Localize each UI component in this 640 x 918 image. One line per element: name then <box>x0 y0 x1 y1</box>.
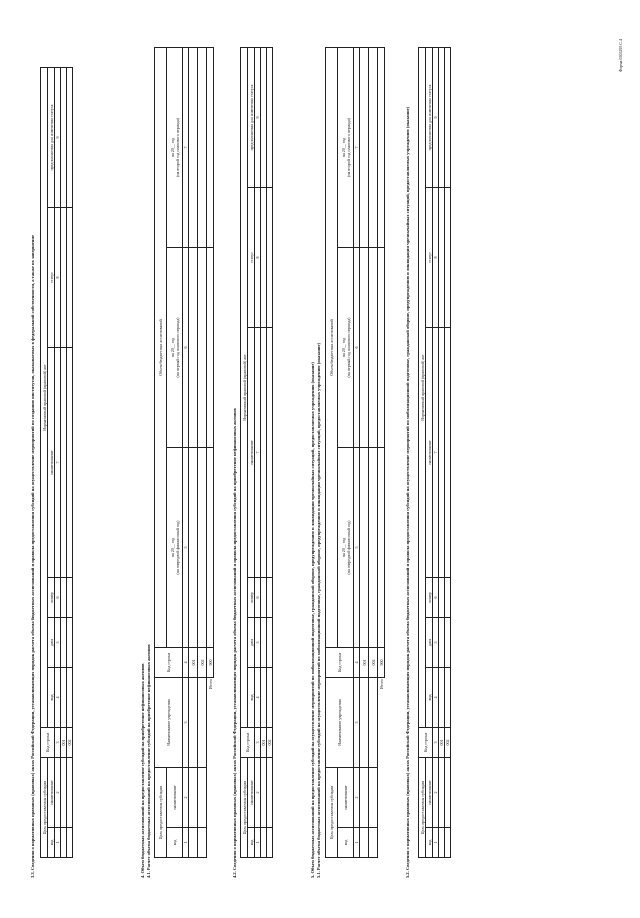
col-num: 7 <box>55 348 61 578</box>
col-num: 1 <box>255 828 261 858</box>
s51-h-code: Код строки <box>326 648 354 678</box>
cell <box>369 768 378 828</box>
cell <box>360 47 369 247</box>
cell <box>360 678 369 768</box>
cell <box>67 618 73 668</box>
cell <box>267 188 273 328</box>
col-num: 3 <box>183 678 189 768</box>
cell <box>378 448 385 648</box>
s33-col: дата <box>48 618 55 668</box>
cell <box>189 448 198 648</box>
col-num: 6 <box>55 578 61 618</box>
s41-h-recipient: Наименование учреждения <box>155 678 183 768</box>
s33-h-goal: Цель предоставления субсидии <box>41 758 48 858</box>
s41-col: код <box>167 828 183 858</box>
cell <box>445 758 451 828</box>
cell <box>267 578 273 618</box>
cell <box>360 828 369 858</box>
s33-col: наименование <box>48 758 55 828</box>
s51-col: наименование <box>338 768 354 828</box>
s41-h-code: Код строки <box>155 648 183 678</box>
s42-col: предположения для изменения статуса <box>248 47 255 187</box>
s5-title: 5. Объем бюджетных ассигнований на предоставление субсидий на осуществление мероприятий по мобилизационной подготовке, гражданской обороне, предупреждению и ликвидации чрезвычайных ситуаций, предоставляемых учреждению (оказание) <box>310 362 315 878</box>
cell <box>207 47 214 247</box>
s52-col: номер <box>426 578 433 618</box>
s51-h-goal: Цель предоставления субсидии <box>326 768 338 858</box>
col-num: 3 <box>55 728 61 758</box>
cell <box>198 678 207 768</box>
cell <box>378 47 385 247</box>
col-num: 2 <box>433 758 439 828</box>
total-code: 900 <box>207 648 214 678</box>
cell <box>369 678 378 768</box>
row-code: 002 <box>198 648 207 678</box>
col-num: 5 <box>255 618 261 668</box>
col-num: 2 <box>354 768 360 828</box>
s33-col: предположения для изменения статуса <box>48 67 55 207</box>
s42-title: 4.2. Сведения о нормативных правовых (правовых) актах Российской Федерации, устанавливающих порядок расчета объема бюджетных ассигнований и правила предоставления субсидий на приобретение нефинансовых активов <box>232 408 237 878</box>
s41-h-goal: Цель предоставления субсидии <box>155 768 167 858</box>
row-code: 001 <box>189 648 198 678</box>
cell <box>360 248 369 448</box>
col-num: 8 <box>255 188 261 328</box>
cell <box>369 47 378 247</box>
col-num: 6 <box>433 578 439 618</box>
col-num: 5 <box>354 448 360 648</box>
col-num: 7 <box>354 47 360 247</box>
s42-col: наименование <box>248 328 255 578</box>
s42-h-code: Код строки <box>241 728 255 758</box>
col-num: 4 <box>255 668 261 728</box>
cell <box>445 578 451 618</box>
cell <box>267 618 273 668</box>
row-code: 002 <box>445 728 451 758</box>
col-num: 6 <box>183 248 189 448</box>
cell <box>445 668 451 728</box>
col-num: 8 <box>55 208 61 348</box>
s51-table <box>325 47 385 858</box>
s41-table <box>154 47 214 858</box>
cell <box>267 328 273 578</box>
s33-table <box>40 67 73 858</box>
s42-col: вид <box>248 668 255 728</box>
cell <box>67 828 73 858</box>
col-num: 2 <box>55 758 61 828</box>
s51-year3: на 20__ год (на второй год планового периода) <box>338 47 354 247</box>
s33-h-code: Код строки <box>41 728 55 758</box>
col-num: 8 <box>433 188 439 328</box>
col-num: 9 <box>55 67 61 207</box>
col-num: 5 <box>55 618 61 668</box>
cell <box>378 248 385 448</box>
cell <box>198 47 207 247</box>
s42-h-act: Нормативный правовой (правовой) акт <box>241 47 248 727</box>
s51-year1: на 20__ год (на очередной финансовый год) <box>338 448 354 648</box>
s52-col: дата <box>426 618 433 668</box>
col-num: 1 <box>433 828 439 858</box>
col-num: 9 <box>255 47 261 187</box>
s51-col: код <box>338 828 354 858</box>
col-num: 7 <box>433 328 439 578</box>
s41-year2: на 20__ год (на первый год планового периода) <box>167 248 183 448</box>
s42-col: статус <box>248 188 255 328</box>
col-num: 6 <box>354 248 360 448</box>
cell <box>198 768 207 828</box>
cell <box>67 668 73 728</box>
row-code: 002 <box>267 728 273 758</box>
s52-col: вид <box>426 668 433 728</box>
s41-col: наименование <box>167 768 183 828</box>
row-code: 001 <box>261 728 267 758</box>
col-num: 1 <box>354 828 360 858</box>
cell <box>198 448 207 648</box>
s51-year2: на 20__ год (на первый год планового периода) <box>338 248 354 448</box>
cell <box>189 768 198 828</box>
row-code: 001 <box>439 728 445 758</box>
cell <box>198 828 207 858</box>
s52-table <box>418 47 451 858</box>
col-num: 1 <box>55 828 61 858</box>
cell <box>198 248 207 448</box>
s52-h-act: Нормативный правовой (правовой) акт <box>419 47 426 727</box>
row-code: 001 <box>61 728 67 758</box>
cell <box>267 668 273 728</box>
cell <box>267 828 273 858</box>
col-num: 4 <box>433 668 439 728</box>
s41-year1: на 20__ год (на очередной финансовый год) <box>167 448 183 648</box>
cell <box>267 758 273 828</box>
s41-sub: 4.1. Расчет объема бюджетных ассигнований на предоставление субсидий на приобретение нефинансовых активов <box>146 644 151 878</box>
s42-col: код <box>248 828 255 858</box>
cell <box>189 678 198 768</box>
s42-col: наименование <box>248 758 255 828</box>
row-code: 002 <box>67 728 73 758</box>
col-num: 5 <box>183 448 189 648</box>
s4-title: 4. Объем бюджетных ассигнований на предоставление субсидий на приобретение нефинансовых активов <box>140 663 145 878</box>
col-num: 3 <box>255 728 261 758</box>
col-num: 7 <box>183 47 189 247</box>
col-num: 3 <box>433 728 439 758</box>
cell <box>207 448 214 648</box>
s52-col: статус <box>426 188 433 328</box>
s42-table <box>240 47 273 858</box>
s41-total-label: Итого <box>207 679 213 690</box>
s52-h-code: Код строки <box>419 728 433 758</box>
col-num: 3 <box>354 678 360 768</box>
s33-col: наименование <box>48 348 55 578</box>
s42-col: номер <box>248 578 255 618</box>
col-num: 9 <box>433 47 439 187</box>
s33-col: код <box>48 828 55 858</box>
cell <box>369 248 378 448</box>
page-code: Форма 0505295 С.4 <box>618 38 623 72</box>
s41-year3: на 20__ год (на второй год планового периода) <box>167 47 183 247</box>
col-num: 4 <box>354 648 360 678</box>
col-num: 4 <box>183 648 189 678</box>
cell <box>67 578 73 618</box>
cell <box>445 828 451 858</box>
cell <box>207 248 214 448</box>
col-num: 4 <box>55 668 61 728</box>
cell <box>189 828 198 858</box>
cell <box>67 758 73 828</box>
s42-h-goal: Цель предоставления субсидии <box>241 758 248 858</box>
s52-title: 5.2. Сведения о нормативных правовых (правовых) актах Российской Федерации, устанавливающих порядок расчета объема бюджетных ассигнований и правила предоставления субсидий на осуществление мероприятий по мобилизационной подготовке, гражданской обороне, предупреждению и ликвидации чрезвычайных ситуаций, предоставляемых учреждению (оказание) <box>405 106 410 878</box>
cell <box>67 67 73 207</box>
s33-col: статус <box>48 208 55 348</box>
cell <box>445 618 451 668</box>
cell <box>445 188 451 328</box>
cell <box>369 828 378 858</box>
cell <box>445 328 451 578</box>
row-code: 001 <box>360 648 369 678</box>
cell <box>360 448 369 648</box>
s52-col: предположения для изменения статуса <box>426 47 433 187</box>
s42-col: дата <box>248 618 255 668</box>
s33-h-act: Нормативный правовой (правовой) акт <box>41 67 48 727</box>
cell <box>445 47 451 187</box>
s52-col: наименование <box>426 758 433 828</box>
cell <box>369 448 378 648</box>
s51-sub: 5.1. Расчет объема бюджетных ассигнований на предоставление субсидий на осуществление мероприятий по мобилизационной подготовке, гражданской обороне, предупреждению и ликвидации чрезвычайных ситуаций, предоставляемых учреждению (оказание) <box>316 342 321 878</box>
cell <box>67 348 73 578</box>
col-num: 7 <box>255 328 261 578</box>
total-code: 900 <box>378 648 385 678</box>
s52-h-goal: Цель предоставления субсидии <box>419 758 426 858</box>
col-num: 2 <box>255 758 261 828</box>
s52-col: наименование <box>426 328 433 578</box>
col-num: 1 <box>183 828 189 858</box>
cell <box>189 248 198 448</box>
col-num: 5 <box>433 618 439 668</box>
s33-col: номер <box>48 578 55 618</box>
s33-col: вид <box>48 668 55 728</box>
row-code: 002 <box>369 648 378 678</box>
s33-title: 3.3. Сведения о нормативных правовых (правовых) актах Российской Федерации, устанавливающих порядок расчета объема бюджетных ассигнований и правила предоставления субсидий на осуществление мероприятий по созданию институтов, оказываемых в федеральной собственности, а также их завершение <box>30 235 35 878</box>
col-num: 6 <box>255 578 261 618</box>
s51-h-volume: Объем бюджетных ассигнований <box>326 47 338 647</box>
cell <box>360 768 369 828</box>
cell <box>67 208 73 348</box>
s51-total-label: Итого <box>378 679 384 690</box>
s52-col: код <box>426 828 433 858</box>
s51-h-recipient: Наименование учреждения <box>326 678 354 768</box>
cell <box>267 47 273 187</box>
cell <box>189 47 198 247</box>
s41-h-volume: Объем бюджетных ассигнований <box>155 47 167 647</box>
col-num: 2 <box>183 768 189 828</box>
